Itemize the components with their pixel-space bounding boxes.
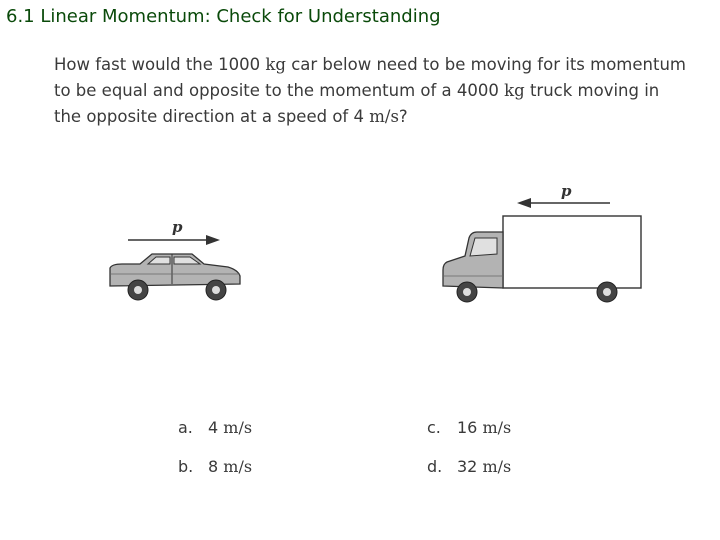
question-line-2: to be equal and opposite to the momentum of a 4000 kg truck moving in bbox=[54, 81, 660, 100]
answer-option-a[interactable]: a. 4 m/s bbox=[178, 418, 253, 437]
answer-option-c[interactable]: c. 16 m/s bbox=[427, 418, 512, 437]
answer-option-b[interactable]: b. 8 m/s bbox=[178, 457, 253, 476]
question-line-3: the opposite direction at a speed of 4 m/s? bbox=[54, 107, 408, 126]
slide-title: 6.1 Linear Momentum: Check for Understanding bbox=[6, 6, 441, 27]
car-momentum-label: p bbox=[172, 218, 183, 236]
answer-option-d[interactable]: d. 32 m/s bbox=[427, 457, 512, 476]
question-line-1: How fast would the 1000 kg car below need to be moving for its momentum bbox=[54, 55, 686, 74]
truck-momentum-label: p bbox=[561, 182, 572, 200]
